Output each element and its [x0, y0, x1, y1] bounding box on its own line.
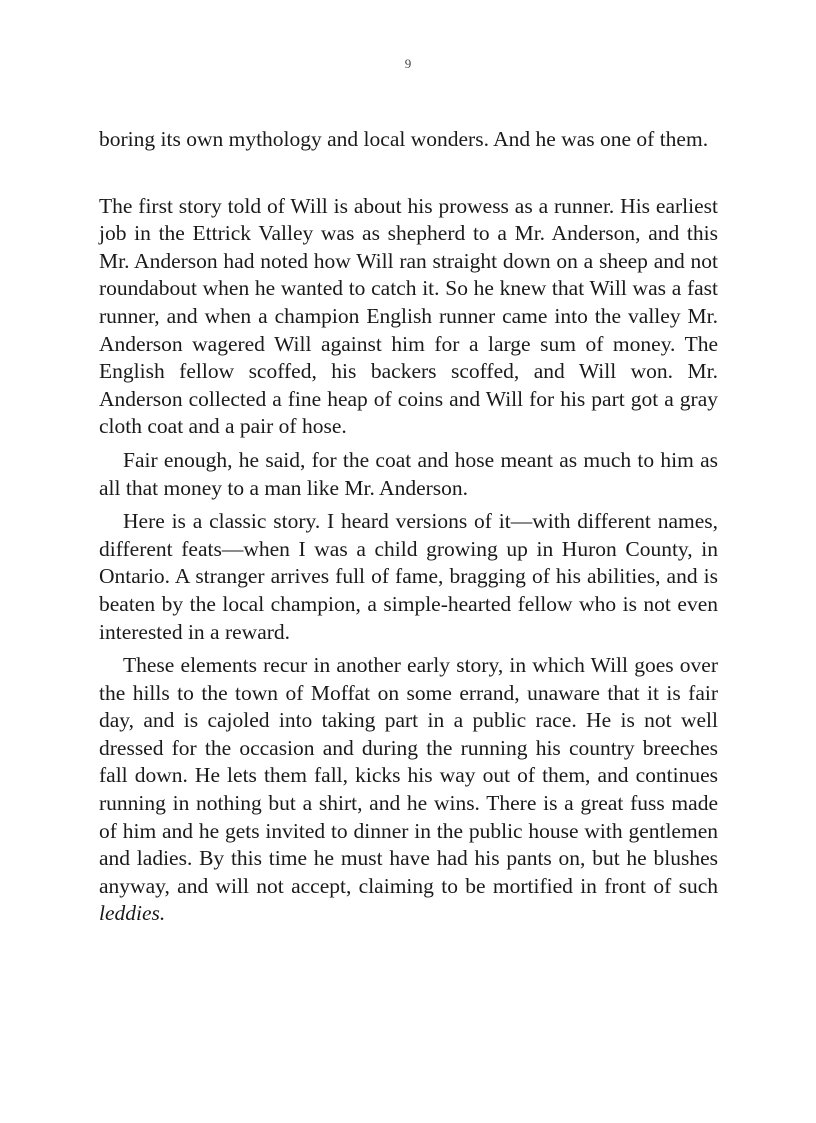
- italic-word-leddies: leddies.: [99, 901, 166, 926]
- paragraph-first-story: The first story told of Will is about his prowess as a runner. His earliest job in the Ettrick Valley was as shepherd to a Mr. Anderson, and this Mr. Anderson had noted how Will ran straight down on a sheep and not roundabout when he wanted to catch it. So he knew that Will was a fast runner, and when a champion English runner came into the valley Mr. Anderson wagered Will against him for a large sum of money. The English fellow scoffed, his backers scoffed, and Will won. Mr. Anderson collected a fine heap of coins and Will for his part got a gray cloth coat and a pair of hose.: [99, 193, 718, 439]
- paragraph-moffat-race-text: These elements recur in another early story, in which Will goes over the hills to the town of Moffat on some errand, unaware that it is fair day, and is cajoled into taking part in a public race. He is not well dressed for the occasion and during the running his country breeches fall down. He lets them fall, kicks his way out of them, and continues running in nothing but a shirt, and he wins. There is a great fuss made of him and he gets invited to dinner in the public house with gentlemen and ladies. By this time he must have had his pants on, but he blushes anyway, and will not accept, claiming to be mortified in front of such: [99, 653, 718, 898]
- paragraph-continuation: boring its own mythology and local wonders. And he was one of them.: [99, 127, 709, 151]
- paragraph-fair-enough: Fair enough, he said, for the coat and hose meant as much to him as all that money to a man like Mr. Anderson.: [99, 447, 718, 500]
- body-text: [99, 126, 718, 928]
- page-number: 9: [404, 56, 412, 71]
- paragraph-classic-story: Here is a classic story. I heard versions of it—with different names, different feats—when I was a child growing up in Huron County, in Ontario. A stranger arrives full of fame, bragging of his abilities, and is beaten by the local champion, a simple-hearted fellow who is not even interested in a reward.: [99, 509, 718, 644]
- paragraph-moffat-race: [99, 652, 718, 928]
